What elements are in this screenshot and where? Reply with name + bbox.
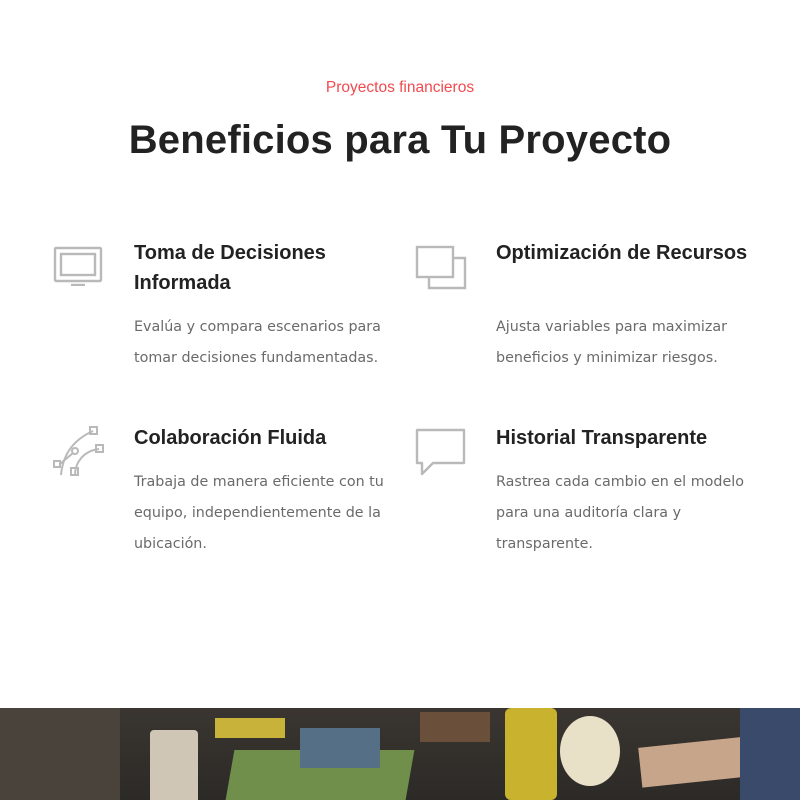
background-photo	[0, 708, 800, 800]
bezier-pen-icon	[53, 423, 105, 479]
photo-shape	[150, 730, 198, 800]
feature-title: Toma de Decisiones Informada	[134, 242, 326, 294]
feature-title: Historial Transparente	[496, 427, 708, 449]
photo-shape	[420, 712, 490, 742]
photo-shape	[215, 718, 285, 738]
feature-description: Ajusta variables para maximizar beneficios y minimizar riesgos.	[496, 319, 728, 366]
section-eyebrow: Proyectos financieros	[325, 79, 475, 96]
photo-shape	[740, 708, 800, 800]
photo-shape	[560, 716, 620, 786]
feature-description: Rastrea cada cambio en el modelo para una auditoría clara y transparente.	[496, 474, 744, 552]
feature-description: Evalúa y compara escenarios para tomar decisiones fundamentadas.	[134, 319, 381, 366]
feature-title: Optimización de Recursos	[496, 242, 748, 264]
monitor-icon	[53, 238, 105, 286]
photo-shape	[300, 728, 380, 768]
photo-shape	[638, 736, 752, 787]
feature-title: Colaboración Fluida	[134, 427, 327, 449]
chat-bubble-icon	[415, 423, 467, 479]
feature-description: Trabaja de manera eficiente con tu equipo, independientemente de la ubicación.	[134, 474, 384, 552]
overlapping-windows-icon	[415, 238, 467, 292]
photo-shape	[505, 708, 557, 800]
section-title: Beneficios para Tu Proyecto	[128, 118, 672, 162]
photo-shape	[0, 708, 120, 800]
